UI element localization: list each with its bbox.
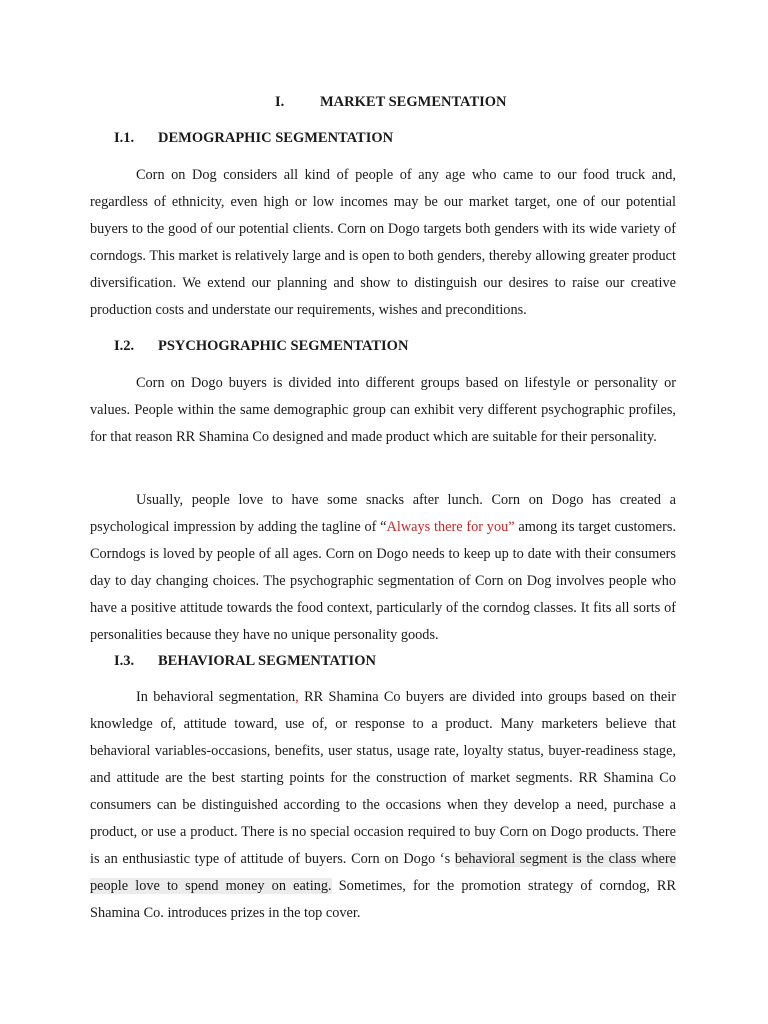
demographic-paragraph: Corn on Dog considers all kind of people of any age who came to our food truck and, regardless of ethnicity, even high or low incomes may be our market target, one of our potential buyers to the good of our potential clients. Corn on Dogo targets both genders with its wide variety of corndogs. This market is relatively large and is open to both genders, thereby allowing greater product diversification. We extend our planning and show to distinguish our desires to raise our creative production costs and understate our requirements, wishes and preconditions. [90,167,676,318]
psychographic-paragraph-2 [90,487,676,649]
highlighted-text: behavioral segment is the class where people love to spend money on eating. [90,851,676,894]
behavioral-paragraph [90,684,676,927]
section-title: PSYCHOGRAPHIC SEGMENTATION [158,338,409,354]
paragraph-text: Sometimes, for the promotion strategy of corndog, RR Shamina Co. introduces prizes in the top cover. [90,878,677,921]
section-title: BEHAVIORAL SEGMENTATION [158,653,376,669]
section-number: I.2. [114,338,135,354]
section-number: I.1. [114,130,135,146]
chapter-number: I. [275,94,285,110]
section-number: I.3. [114,653,135,669]
psychographic-paragraph-1: Corn on Dogo buyers is divided into different groups based on lifestyle or personality or values. People within the same demographic group can exhibit very different psychographic profiles, for that reason RR Shamina Co designed and made product which are suitable for their personality. [90,375,676,445]
paragraph-text: RR Shamina Co buyers are divided into groups based on their knowledge of, attitude toward, use of, or response to a product. Many marketers believe that behavioral variables-occasions, benefits, user status, usage rate, loyalty status, buyer-readiness stage, and attitude are the best starting points for the construction of market segments. RR Shamina Co consumers can be distinguished according to the occasions when they develop a need, purchase a product, or use a product. There is no special occasion required to buy Corn on Dogo products. There is an enthusiastic type of attitude of buyers. Corn on Dogo ‘s [90,689,676,867]
tagline-quote: Always there for you” [386,519,515,535]
chapter-title: MARKET SEGMENTATION [320,94,507,110]
red-comma: , [295,689,299,705]
section-title: DEMOGRAPHIC SEGMENTATION [158,130,394,146]
paragraph-text: Usually, people love to have some snacks after lunch. Corn on Dogo has created a psychological impression by adding the tagline of “ [90,492,676,535]
paragraph-text: In behavioral segmentation [136,689,296,705]
paragraph-text: among its target customers. Corndogs is loved by people of all ages. Corn on Dogo needs to keep up to date with their consumers day to day changing choices. The psychographic segmentation of Corn on Dog involves people who have a positive attitude towards the food context, particularly of the corndog classes. It fits all sorts of personalities because they have no unique personality goods. [90,519,677,643]
